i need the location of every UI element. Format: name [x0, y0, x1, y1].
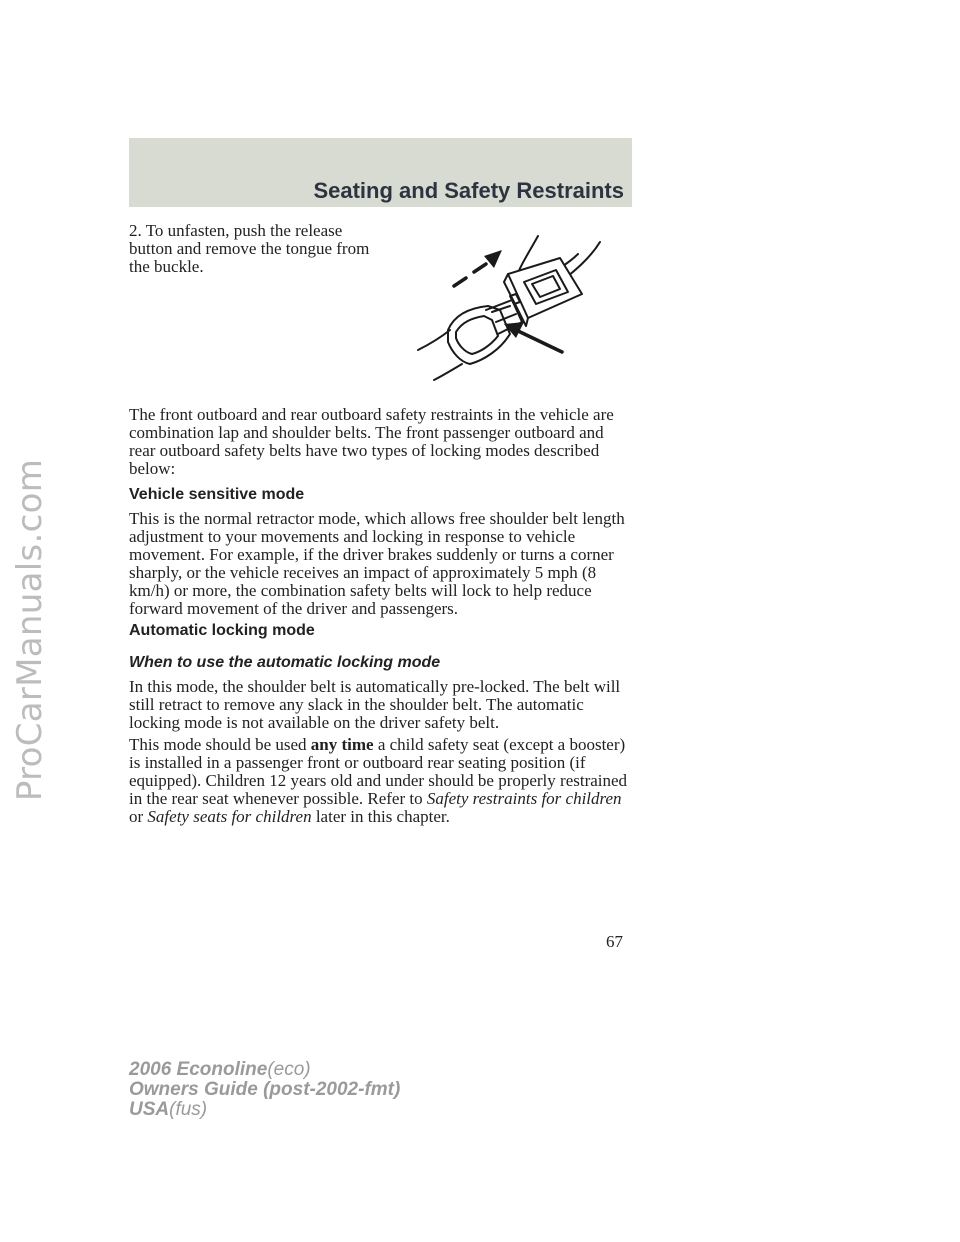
section-header	[129, 138, 632, 207]
release-direction-arrow	[454, 264, 486, 286]
mode-usage-emphasis: any time	[310, 735, 374, 754]
lap-belt-lower	[434, 364, 462, 380]
mode-usage-paragraph	[129, 736, 634, 826]
mode-usage-part3: or	[129, 807, 148, 826]
page-number: 67	[606, 932, 623, 951]
automatic-locking-heading: Automatic locking mode	[129, 622, 315, 639]
vehicle-sensitive-text: This is the normal retractor mode, which allows free shoulder belt length adjustment to your movements and locking in response to vehicle movement. For example, if the driver brakes suddenly or turns a corner sharply, or the vehicle receives an impact of approximately 5 mph (8 km/h) or more, the combination safety belts will lock to help reduce forward movement of the driver and passengers.	[129, 509, 625, 618]
footer-model: 2006 Econoline	[129, 1059, 268, 1080]
locking-modes-text: The front outboard and rear outboard safety restraints in the vehicle are combination lap and shoulder belts. The front passenger outboard and rear outboard safety belts have two types of locking modes described below:	[129, 405, 614, 478]
vehicle-sensitive-heading: Vehicle sensitive mode	[129, 486, 305, 503]
document-footer	[129, 1060, 400, 1120]
intro-text: 2. To unfasten, push the release button and remove the tongue from the buckle.	[129, 221, 370, 276]
vehicle-sensitive-paragraph	[129, 510, 634, 618]
footer-line-2: Owners Guide (post-2002-fmt)	[129, 1079, 401, 1100]
intro-paragraph	[129, 222, 389, 276]
lap-belt-upper	[418, 330, 450, 350]
mode-usage-part2: a child safety seat (except a booster) is installed in a passenger front or outboard rear seating position (if equipped). Children 12 years old and under should be properly restrained in the rear seat whenever possible. Refer to	[129, 735, 628, 808]
button-pointer-arrow	[516, 330, 562, 352]
section-title: Seating and Safety Restraints	[313, 178, 624, 203]
watermark-text: ProCarManuals.com	[10, 458, 50, 802]
footer-line-3	[129, 1100, 400, 1120]
tongue-plate	[448, 306, 510, 364]
buckle-body	[508, 258, 582, 318]
mode-usage-part4: later in this chapter.	[311, 807, 450, 826]
locking-modes-paragraph	[129, 406, 634, 478]
footer-market-code: (fus)	[169, 1099, 208, 1120]
automatic-locking-subheading: When to use the automatic locking mode	[129, 654, 441, 671]
automatic-locking-paragraph	[129, 678, 634, 732]
seat-belt-buckle-illustration	[400, 226, 640, 386]
footer-market: USA	[129, 1099, 170, 1120]
cross-reference-safety-restraints: Safety restraints for children	[426, 789, 622, 808]
automatic-locking-text: In this mode, the shoulder belt is automatically pre-locked. The belt will still retract to remove any slack in the shoulder belt. The automatic locking mode is not available on the driver safety belt.	[129, 677, 621, 732]
footer-model-code: (eco)	[267, 1059, 311, 1080]
mode-usage-part1: This mode should be used	[129, 735, 311, 754]
cross-reference-safety-seats: Safety seats for children	[147, 807, 312, 826]
footer-line-1	[129, 1060, 400, 1080]
mode-usage-text	[129, 736, 634, 826]
watermark	[4, 250, 56, 1010]
